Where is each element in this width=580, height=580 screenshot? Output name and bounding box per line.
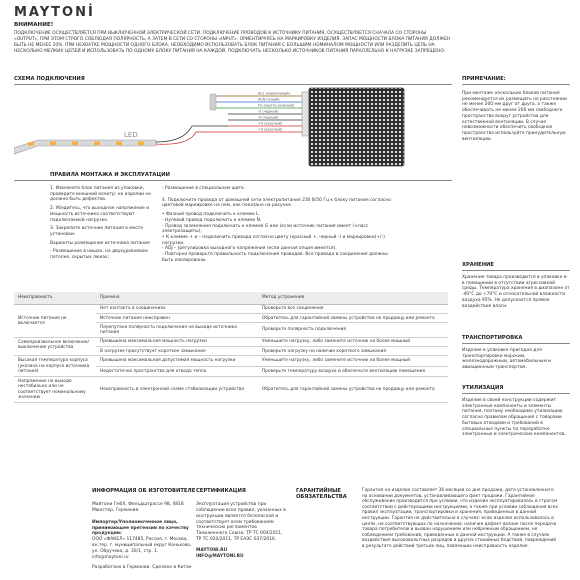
fix-cell: Обратитесь для гарантийной замены устройства на продавцу или ремонта bbox=[258, 314, 448, 323]
importer-address: ООО «ФАКЕЛ» 117485, Россия, г. Москва, вн.тер. г. муниципальный округ Коньково, ул. Обручева, д. 30/1, стр. 1, info@maytoni.ru bbox=[92, 537, 192, 560]
certification bbox=[196, 488, 288, 559]
install-step: - Провод заземления подключить к клемме G или (если источник питания имеет I класс электрозащиты); bbox=[162, 223, 369, 235]
transport-title: ТРАНСПОРТИРОВКА bbox=[462, 335, 523, 341]
storage-title: ХРАНЕНИЕ bbox=[462, 262, 494, 268]
divider bbox=[462, 270, 570, 271]
fix-cell: Уменьшите нагрузку, либо замените источник на более мощный bbox=[258, 356, 448, 366]
install-step: - Нулевой провод подключить к клемме N. bbox=[162, 217, 262, 223]
importer-title: Импортер/Уполномоченное лицо, принимающее претензии по качеству продукции: bbox=[92, 519, 189, 537]
install-step: • К клемме + и – подключить провода согласно цвету (красный +, черный -) и маркировки(+/-) нагрузки. bbox=[162, 234, 385, 246]
issue-cell: Высокая температура корпуса (указана на корпусе источника питания) bbox=[14, 356, 96, 377]
cause-cell: Источник питания неисправен bbox=[96, 314, 258, 323]
cause-cell: Превышена максимальная допустимая мощность нагрузки bbox=[96, 356, 258, 366]
diagram-title: СХЕМА ПОДКЛЮЧЕНИЯ bbox=[14, 76, 85, 82]
fix-cell: Проверьте полярность подключения bbox=[258, 323, 448, 338]
install-title: ПРАВИЛА МОНТАЖА И ЭКСПЛУАТАЦИИ bbox=[50, 172, 170, 178]
note-title: ПРИМЕЧАНИЕ: bbox=[462, 76, 506, 82]
install-step: - Размещение в специальном щите. bbox=[162, 186, 246, 191]
cert-text: Эксплуатация устройства при соблюдении всех правил, указанных в инструкции является безопасной и соответствует всем требованиям технических регламентов Таможенного Союза: ТР ТС 004/2011, ТР ТС 020/2011, ТР ЕАЭС 037/2016. bbox=[196, 502, 286, 542]
warning-text: ПОДКЛЮЧЕНИЕ ОСУЩЕСТВЛЯЕТСЯ ПРИ ВЫКЛЮЧЕННОЙ ЭЛЕКТРИЧЕСКОЙ СЕТИ. ПОДКЛЮЧЕНИЕ ПРОВОДОВ К ИСТОЧНИКУ ПИТАНИЯ, ОСУЩЕСТВЛЯЕТСЯ СНАЧАЛА СО СТОРОНЫ «OUTPUT», ПРИ ЭТОМ СТРОГО СОБЛЮДАЯ ПОЛЯРНОСТЬ, А ЗАТЕМ В СЕТИ СО СТОРОНЫ «INPUT». ОРИЕНТИРУЯСЬ НА МАРКИРОВКУ ИЗДЕЛИЯ. ЗАПАС МОЩНОСТИ БЛОКА ПИТАНИЯ ДОЛЖЕН БЫТЬ НЕ МЕНЕЕ 20%. ПРИ НЕХВАТКЕ МОЩНОСТИ ОДНОГО БЛОКА, НЕОБХОДИМО ИСПОЛЬЗОВАТЬ БЛОК ПИТАНИЯ С БОЛЬШИМ НОМИНАЛОМ МОЩНОСТИ ИЛИ РАЗДЕЛИТЬ ЦЕПЬ НА НЕСКОЛЬКО МЕЛКИХ ЦЕПЕЙ И ИСПОЛЬЗОВАТЬ ПО ОДНОМУ БЛОКУ ПИТАНИЯ НА КАЖДОЙ. ПОДКЛЮЧАТЬ НЕСКОЛЬКО ИСТОЧНИКОВ ПИТАНИЯ ПАРАЛЛЕЛЬНО К НАГРУЗКЕ ЗАПРЕЩЕНО. bbox=[14, 31, 451, 55]
cert-title: СЕРТИФИКАЦИЯ bbox=[196, 488, 246, 494]
divider bbox=[462, 84, 570, 85]
install-step: - Повторно проверьте правильность подключения проводов. Все провода и соединения должны быть изолированы. bbox=[162, 252, 388, 263]
divider bbox=[462, 343, 570, 344]
table-header-row bbox=[14, 292, 448, 305]
divider bbox=[462, 393, 570, 394]
warranty bbox=[296, 488, 558, 549]
warranty-text: Гарантия на изделие составляет 36 месяцев со дня продажи, дата установленного на основании документов, устанавливающего факт продажи. Гарантийное обслуживание производится при условии, что изделие эксплуатировалось в строгом соответствии с действующими инструкциями, а также при условии соблюдения всех правил эксплуатации, транспортировки и хранения, приведенных в данной инструкции. Гарантия не действительна в случаях: если изделие использовалось в целях, не соответствующих по назначению; наличия дефект возник после передачи товара потребителю и вызван нарушением или небрежным обращением, не соблюдением требований, приведенных в данной инструкции. А также в случаях воздействия высоковольтных разрядов и других стихийных бедствий, повреждений в результате действий третьих лиц, повлекших неисправность изделия. bbox=[362, 488, 558, 549]
install-step: - ADJ – (регулировка выходного напряжения (если данная опция имеется). bbox=[162, 246, 337, 252]
column-header: Неисправность bbox=[14, 292, 96, 305]
cause-cell: Превышена максимальная мощность нагрузки bbox=[96, 337, 258, 346]
transport-text: Изделие в упаковке пригодно для транспортировки морским, железнодорожным, автомобильным и авиационным транспортом. bbox=[462, 348, 552, 371]
led-strip bbox=[14, 140, 156, 154]
manufacturer-title: ИНФОРМАЦИЯ ОБ ИЗГОТОВИТЕЛЕ bbox=[92, 488, 196, 494]
terminal-block bbox=[302, 92, 309, 136]
brand-logo: MAYTONİ bbox=[14, 5, 95, 20]
divider bbox=[14, 84, 452, 85]
install-col-2 bbox=[162, 186, 394, 263]
terminal-label: ACN (синий) bbox=[258, 97, 280, 102]
fix-cell: Обратитесь для гарантийной замены устройства на продавцу или ремонта bbox=[258, 376, 448, 402]
install-step: - Размещение в нишах, на двухуровневом потолке, скрытых люках; bbox=[50, 249, 148, 261]
install-step: Варианты размещения источника питания bbox=[50, 240, 150, 246]
table-row bbox=[14, 305, 448, 314]
column-header: Метод устранения bbox=[258, 292, 448, 305]
manufacturer-address: Майтони ГмбХ, Фельдштрассе 98, 4818 Мюнстер, Германия. bbox=[92, 502, 184, 513]
issue-cell: Самопроизвольное включение/выключение устройства bbox=[14, 337, 96, 355]
power-supply-unit bbox=[309, 88, 404, 166]
storage-text: Хранение товара производится в упаковке и в помещении в отсутствии агрессивной среды. Температура хранения в диапазоне от -40°С до +70°С и относительной влажности воздуха 95%. Не допускается прямое воздействие влаги. bbox=[462, 275, 570, 309]
column-header: Причина bbox=[96, 292, 258, 305]
install-step: • Фазный провод подключить к клемме L. bbox=[162, 212, 260, 218]
origin-text: Разработано в Германии. Сделано в Китае bbox=[92, 565, 192, 571]
terminal-label: ACL (коричневый) bbox=[258, 91, 290, 96]
issue-cell: Источник питания не включается bbox=[14, 305, 96, 338]
warning-title: ВНИМАНИЕ! bbox=[14, 22, 54, 28]
email-link[interactable]: INFO@MAYTONI.RU bbox=[196, 553, 244, 559]
cause-cell: Нет контакта в соединениях bbox=[96, 305, 258, 314]
disposal-title: УТИЛИЗАЦИЯ bbox=[462, 385, 504, 391]
fix-cell: Проверьте температуру воздуха и обеспечьте вентиляцию помещения bbox=[258, 366, 448, 376]
install-col-1 bbox=[50, 186, 154, 264]
cause-cell: Неисправность в электронной схеме стабилизации устройства bbox=[96, 376, 258, 402]
terminal-label: +V (красный) bbox=[258, 121, 283, 126]
led-label: LED bbox=[124, 131, 138, 139]
wiring-diagram bbox=[14, 86, 406, 168]
fix-cell: Проверьте нагрузку на наличие короткого замыкания bbox=[258, 347, 448, 356]
note-text: При монтаже нескольких блоков питания рекомендуется их размещать на расстоянии не менее 200 мм друг от друга, а также обеспечивать не менее 200 мм свободного пространства вокруг устройства для естественной вентиляции. В случае невозможности обеспечить свободное пространство используйте принудительную вентиляцию. bbox=[462, 91, 567, 142]
wire-black-strip bbox=[156, 126, 228, 142]
terminal-label: FG (желто-зеленый) bbox=[258, 103, 295, 108]
cause-cell: Недостаточно пространства для отвода тепла bbox=[96, 366, 258, 376]
wire-red-strip bbox=[156, 132, 228, 144]
divider bbox=[14, 180, 452, 181]
terminal-label: -V (черный) bbox=[258, 109, 279, 114]
warranty-title: ГАРАНТИЙНЫЕ ОБЯЗАТЕЛЬСТВА bbox=[296, 488, 347, 501]
fix-cell: Проверьте все соединения bbox=[258, 305, 448, 314]
mains-plug bbox=[210, 94, 216, 110]
table-row bbox=[14, 356, 448, 366]
cause-cell: В нагрузке присутствует короткое замыкание bbox=[96, 347, 258, 356]
fix-cell: Уменьшите нагрузку, либо замените источник на более мощный bbox=[258, 337, 448, 346]
cause-cell: Перепутана полярность подключения на выходе источника питания bbox=[96, 323, 258, 338]
disposal-text: Изделие в своей конструкции содержит электронные компоненты и элементы питания, поэтому необходимо утилизацию согласно правилам обращения с товарами бытовых отходами и требований в специальные пункты по переработке электронных и электрических компонентов. bbox=[462, 398, 566, 438]
table-row bbox=[14, 376, 448, 402]
table-row bbox=[14, 337, 448, 346]
website-link[interactable]: MAYTONI.RU bbox=[196, 547, 228, 553]
install-step: 2. Убедитесь, что выходное напряжение и мощность источника соответствуют подключаемой нагрузке. bbox=[50, 206, 150, 223]
manufacturer-info bbox=[92, 488, 196, 571]
troubleshooting-table bbox=[14, 292, 448, 403]
terminal-label: -V (черный) bbox=[258, 115, 279, 120]
install-step: 3. Закрепите источник питания в месте установки. bbox=[50, 226, 143, 237]
issue-cell: Напряжение на выходе нестабильно или не соответствует номинальному значению bbox=[14, 376, 96, 402]
install-step: 1. Извлеките блок питания из упаковки, проведите внешний осмотр: на изделии не должно быть дефектов. bbox=[50, 186, 152, 203]
terminal-label: +V (красный) bbox=[258, 127, 283, 132]
install-step: 4. Подключите провода от домашней сети электропитания 230 В/50 Гц к блоку питания согласно цветовой маркировке на нем, как показано на рисунке. bbox=[162, 197, 391, 209]
